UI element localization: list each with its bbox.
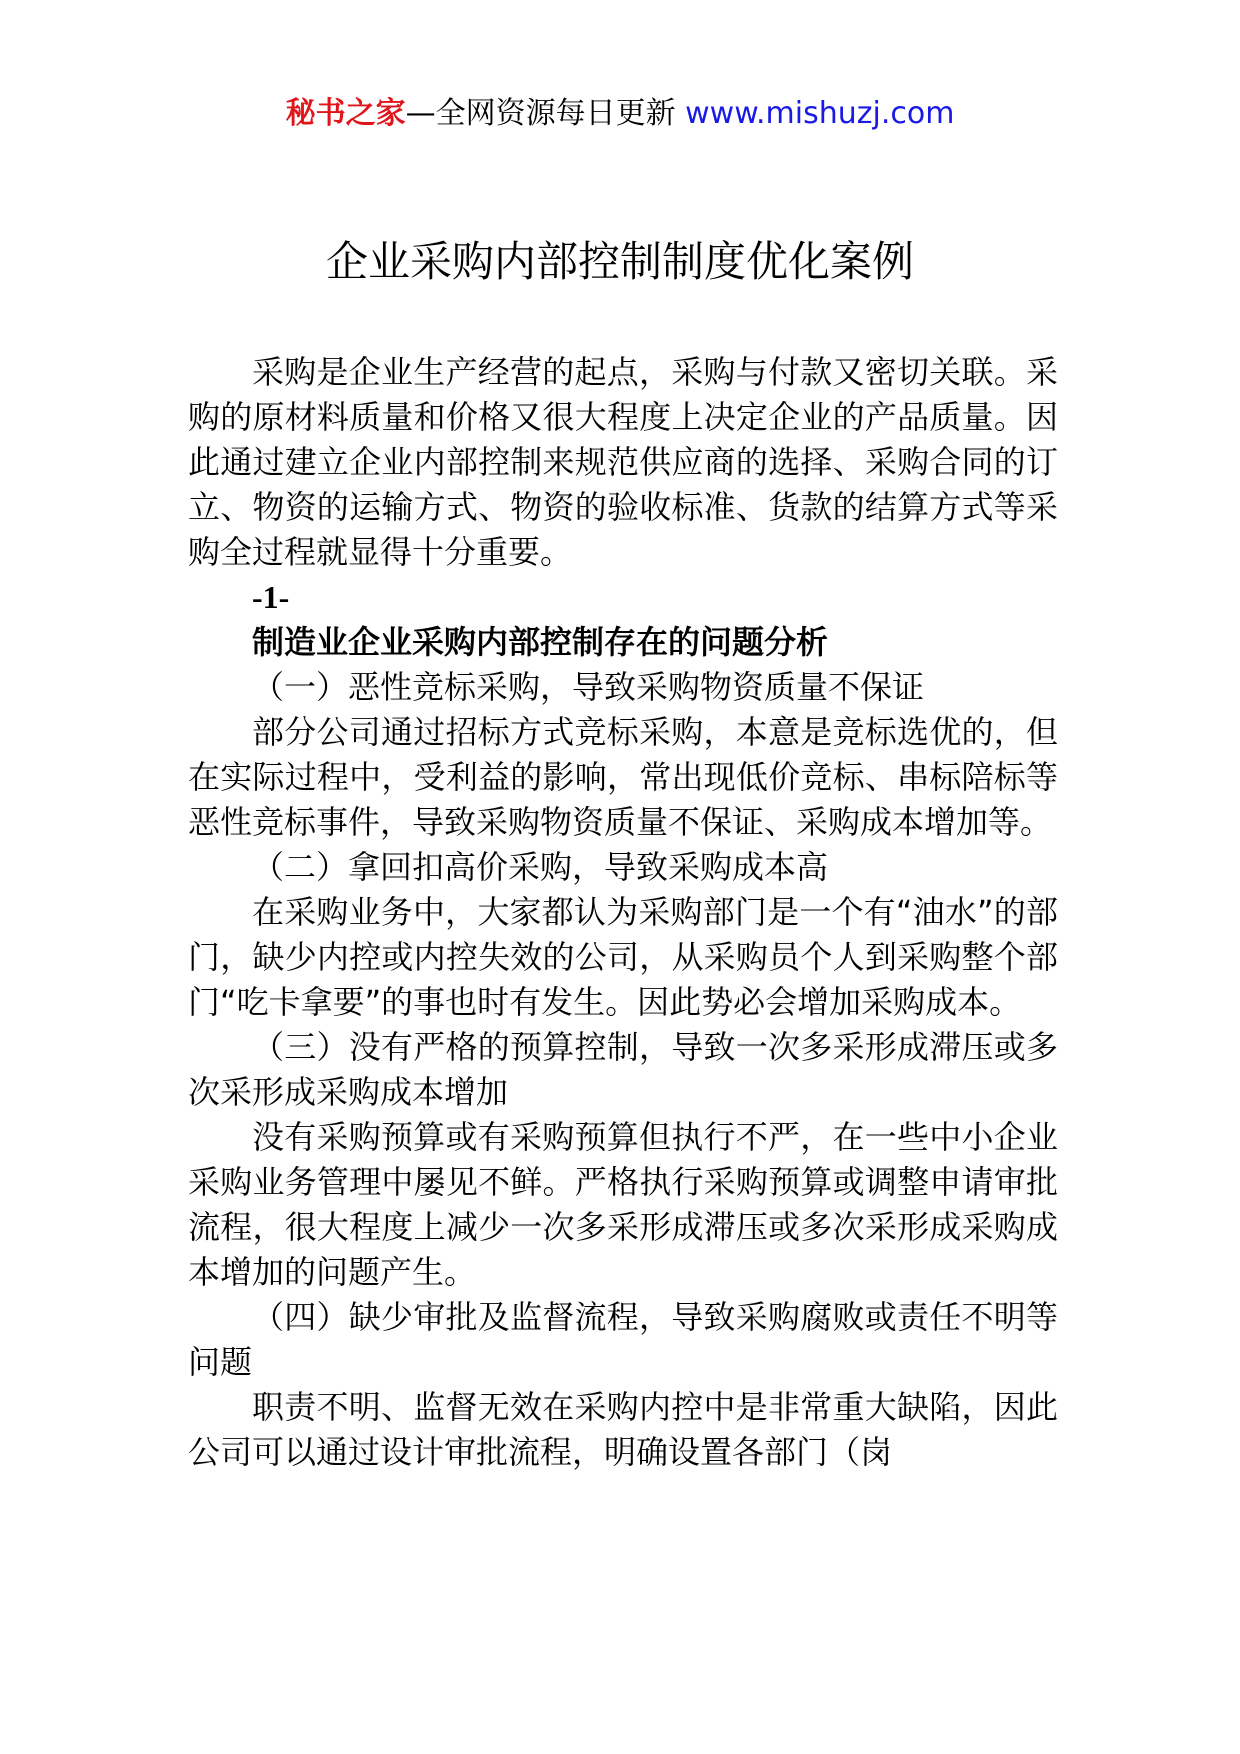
document-title: 企业采购内部控制制度优化案例 (325, 237, 914, 286)
subsection-body-3: 没有采购预算或有采购预算但执行不严，在一些中小企业采购业务管理中屡见不鲜。严格执行采购预算或调整申请审批流程，很大程度上减少一次多采形成滞压或多次采形成采购成本增加的问题产生。 (188, 1118, 1058, 1291)
section-title: 制造业企业采购内部控制存在的问题分析 (252, 623, 829, 661)
subsection-body-2: 在采购业务中，大家都认为采购部门是一个有“油水”的部门，缺少内控或内控失效的公司，从采购员个人到采购整个部门“吃卡拿要”的事也时有发生。因此势必会增加采购成本。 (188, 893, 1058, 1021)
subsection-body-1: 部分公司通过招标方式竞标采购，本意是竞标选优的，但在实际过程中，受利益的影响，常出现低价竞标、串标陪标等恶性竞标事件，导致采购物资质量不保证、采购成本增加等。 (188, 713, 1058, 841)
subsection-heading-1: （一）恶性竞标采购，导致采购物资质量不保证 (252, 668, 925, 706)
intro-paragraph: 采购是企业生产经营的起点，采购与付款又密切关联。采购的原材料质量和价格又很大程度上决定企业的产品质量。因此通过建立企业内部控制来规范供应商的选择、采购合同的订立、物资的运输方式、物资的验收标准、货款的结算方式等采购全过程就显得十分重要。 (188, 353, 1058, 571)
subsection-heading-2: （二）拿回扣高价采购，导致采购成本高 (252, 848, 829, 886)
site-header (0, 94, 1240, 134)
subsection-body-4: 职责不明、监督无效在采购内控中是非常重大缺陷，因此公司可以通过设计审批流程，明确设置各部门（岗 (188, 1388, 1058, 1471)
section-number: -1- (252, 579, 290, 615)
site-tagline: —全网资源每日更新 (405, 96, 676, 131)
subsection-heading-4: （四）缺少审批及监督流程，导致采购腐败或责任不明等问题 (188, 1298, 1058, 1381)
subsection-heading-3: （三）没有严格的预算控制，导致一次多采形成滞压或多次采形成采购成本增加 (188, 1028, 1058, 1111)
site-brand: 秘书之家 (285, 96, 406, 131)
site-url-link[interactable]: www.mishuzj.com (685, 96, 955, 131)
document-body (188, 350, 1058, 1475)
